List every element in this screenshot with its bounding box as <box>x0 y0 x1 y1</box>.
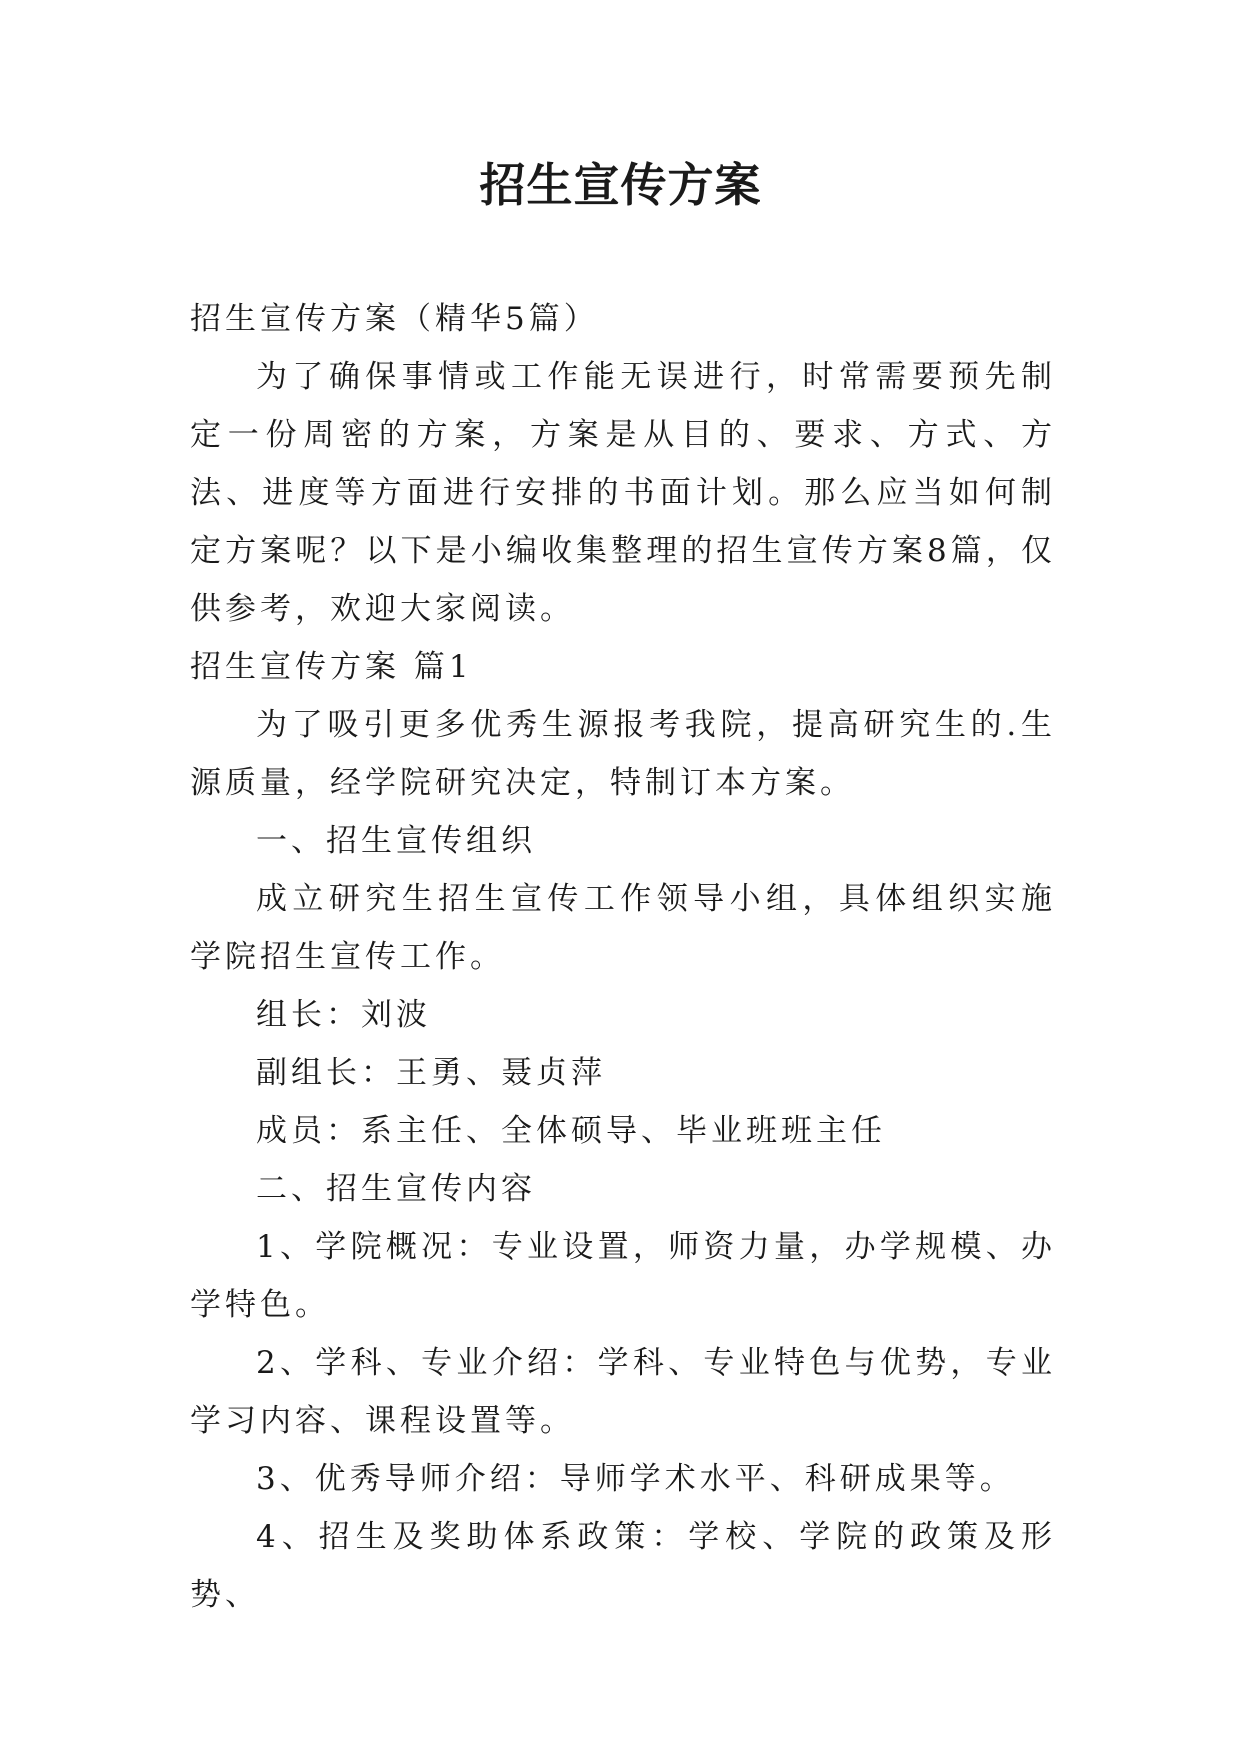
paragraph: 招生宣传方案（精华5篇） <box>190 301 599 337</box>
paragraph: 1、学院概况：专业设置，师资力量，办学规模、办学特色。 <box>190 1229 1056 1323</box>
paragraph: 成立研究生招生宣传工作领导小组，具体组织实施学院招生宣传工作。 <box>190 881 1056 975</box>
paragraph: 4、招生及奖助体系政策：学校、学院的政策及形势、 <box>190 1519 1056 1613</box>
paragraph: 成员：系主任、全体硕导、毕业班班主任 <box>256 1113 886 1149</box>
document-title: 招生宣传方案 <box>479 158 762 212</box>
paragraph: 为了确保事情或工作能无误进行，时常需要预先制定一份周密的方案，方案是从目的、要求、方式、方法、进度等方面进行安排的书面计划。那么应当如何制定方案呢？以下是小编收集整理的招生宣传方案8篇，仅供参考，欢迎大家阅读。 <box>190 359 1056 627</box>
paragraph: 二、招生宣传内容 <box>256 1171 536 1207</box>
paragraph: 组长：刘波 <box>256 997 431 1033</box>
document-body <box>190 290 1056 1624</box>
paragraph: 3、优秀导师介绍：导师学术水平、科研成果等。 <box>256 1461 1015 1497</box>
paragraph: 副组长：王勇、聂贞萍 <box>256 1055 606 1091</box>
paragraph: 招生宣传方案 篇1 <box>190 649 473 685</box>
paragraph: 为了吸引更多优秀生源报考我院，提高研究生的.生源质量，经学院研究决定，特制订本方案。 <box>190 707 1056 801</box>
paragraph: 2、学科、专业介绍：学科、专业特色与优势，专业学习内容、课程设置等。 <box>190 1345 1056 1439</box>
paragraph: 一、招生宣传组织 <box>256 823 536 859</box>
